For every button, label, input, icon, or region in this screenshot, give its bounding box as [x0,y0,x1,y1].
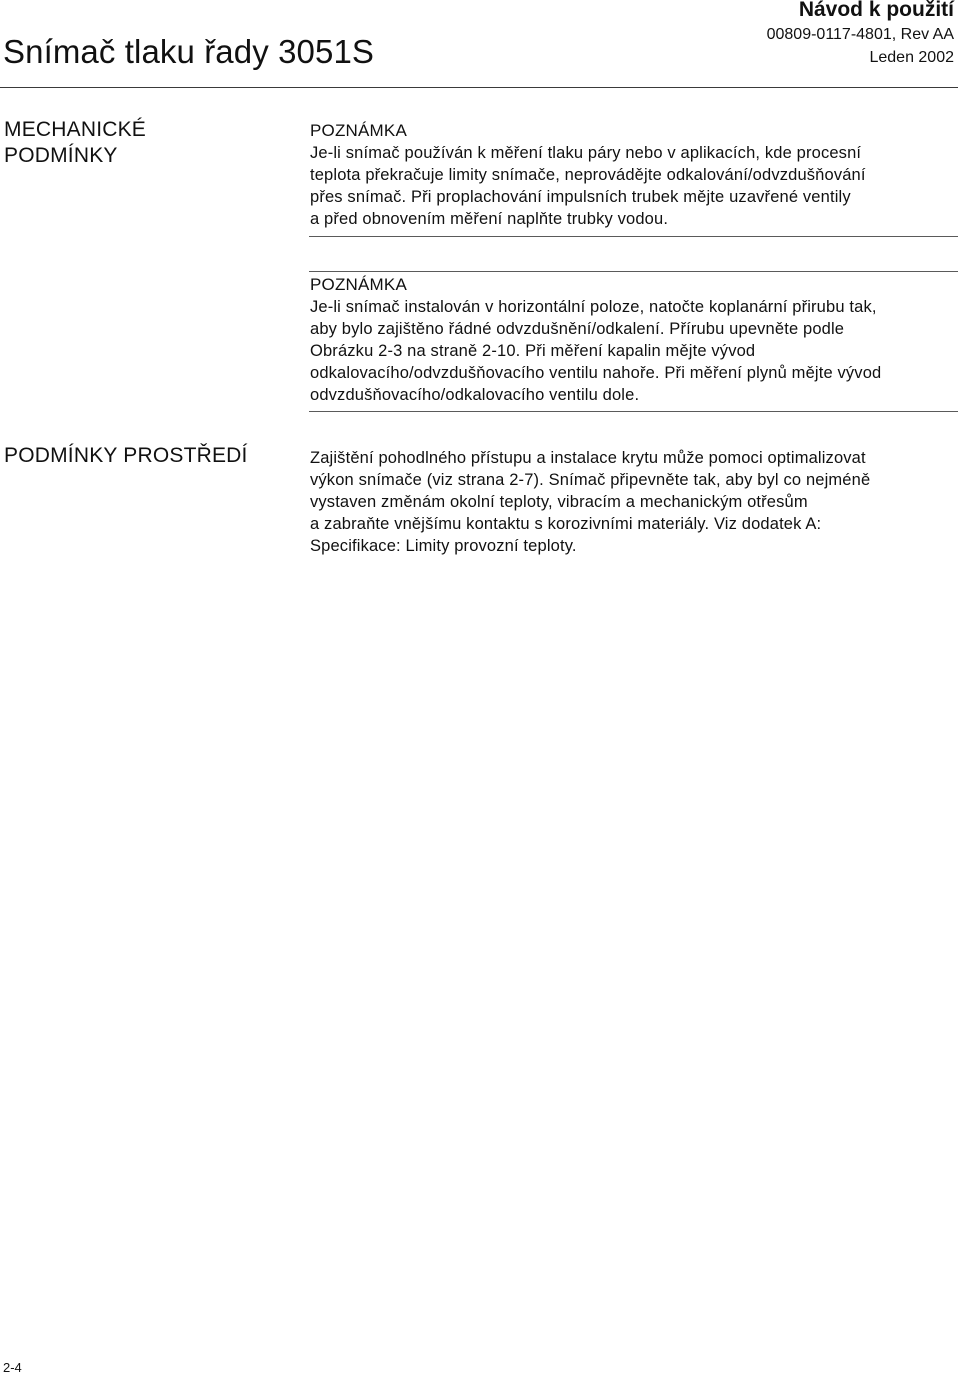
document-info [767,0,954,69]
section-heading-mechanical: MECHANICKÉ PODMÍNKY [4,118,147,167]
document-date: Leden 2002 [869,49,954,66]
note-label: POZNÁMKA [310,121,408,140]
note-divider [309,411,958,412]
document-number: 00809-0117-4801, Rev AA [766,26,954,43]
document-type: Návod k použití [798,0,954,21]
note-block [310,120,958,230]
header-divider [0,87,958,88]
note-text: Je-li snímač instalován v horizontální poloze, natočte koplanární přirubu tak, aby bylo zajištěno řádné odvzdušnění/odkalení. Přírubu upevněte podle Obrázku 2-3 na straně 2-10. Při měření kapalin mějte vývod odkalovacího/odvzdušňovacího ventilu nahoře. Při měření plynů mějte vývod odvzdušňovacího/odkalovacího ventilu dole. [310,298,882,404]
note-text: Je-li snímač používán k měření tlaku páry nebo v aplikacích, kde procesní teplota překračuje limity snímače, neprovádějte odkalování/odvzdušňování přes snímač. Při proplachování impulsních trubek mějte uzavřené ventily a před obnovením měření naplňte trubky vodou. [310,144,866,228]
section-heading-environment: PODMÍNKY PROSTŘEDÍ [4,444,248,467]
environment-paragraph: Zajištění pohodlného přístupu a instalace krytu může pomoci optimalizovat výkon snímače (viz strana 2-7). Snímač připevněte tak, aby byl co nejméně vystaven změnám okolní teploty, vibracím a mechanickým otřesům a zabraňte vnějšímu kontaktu s korozivními materiály. Viz dodatek A: Specifikace: Limity provozní teploty. [310,449,871,555]
note-divider [309,271,958,272]
note-divider [309,236,958,237]
page-number: 2-4 [3,1360,22,1375]
note-block [310,274,958,406]
note-label: POZNÁMKA [310,275,408,294]
page-title: Snímač tlaku řady 3051S [3,33,375,70]
